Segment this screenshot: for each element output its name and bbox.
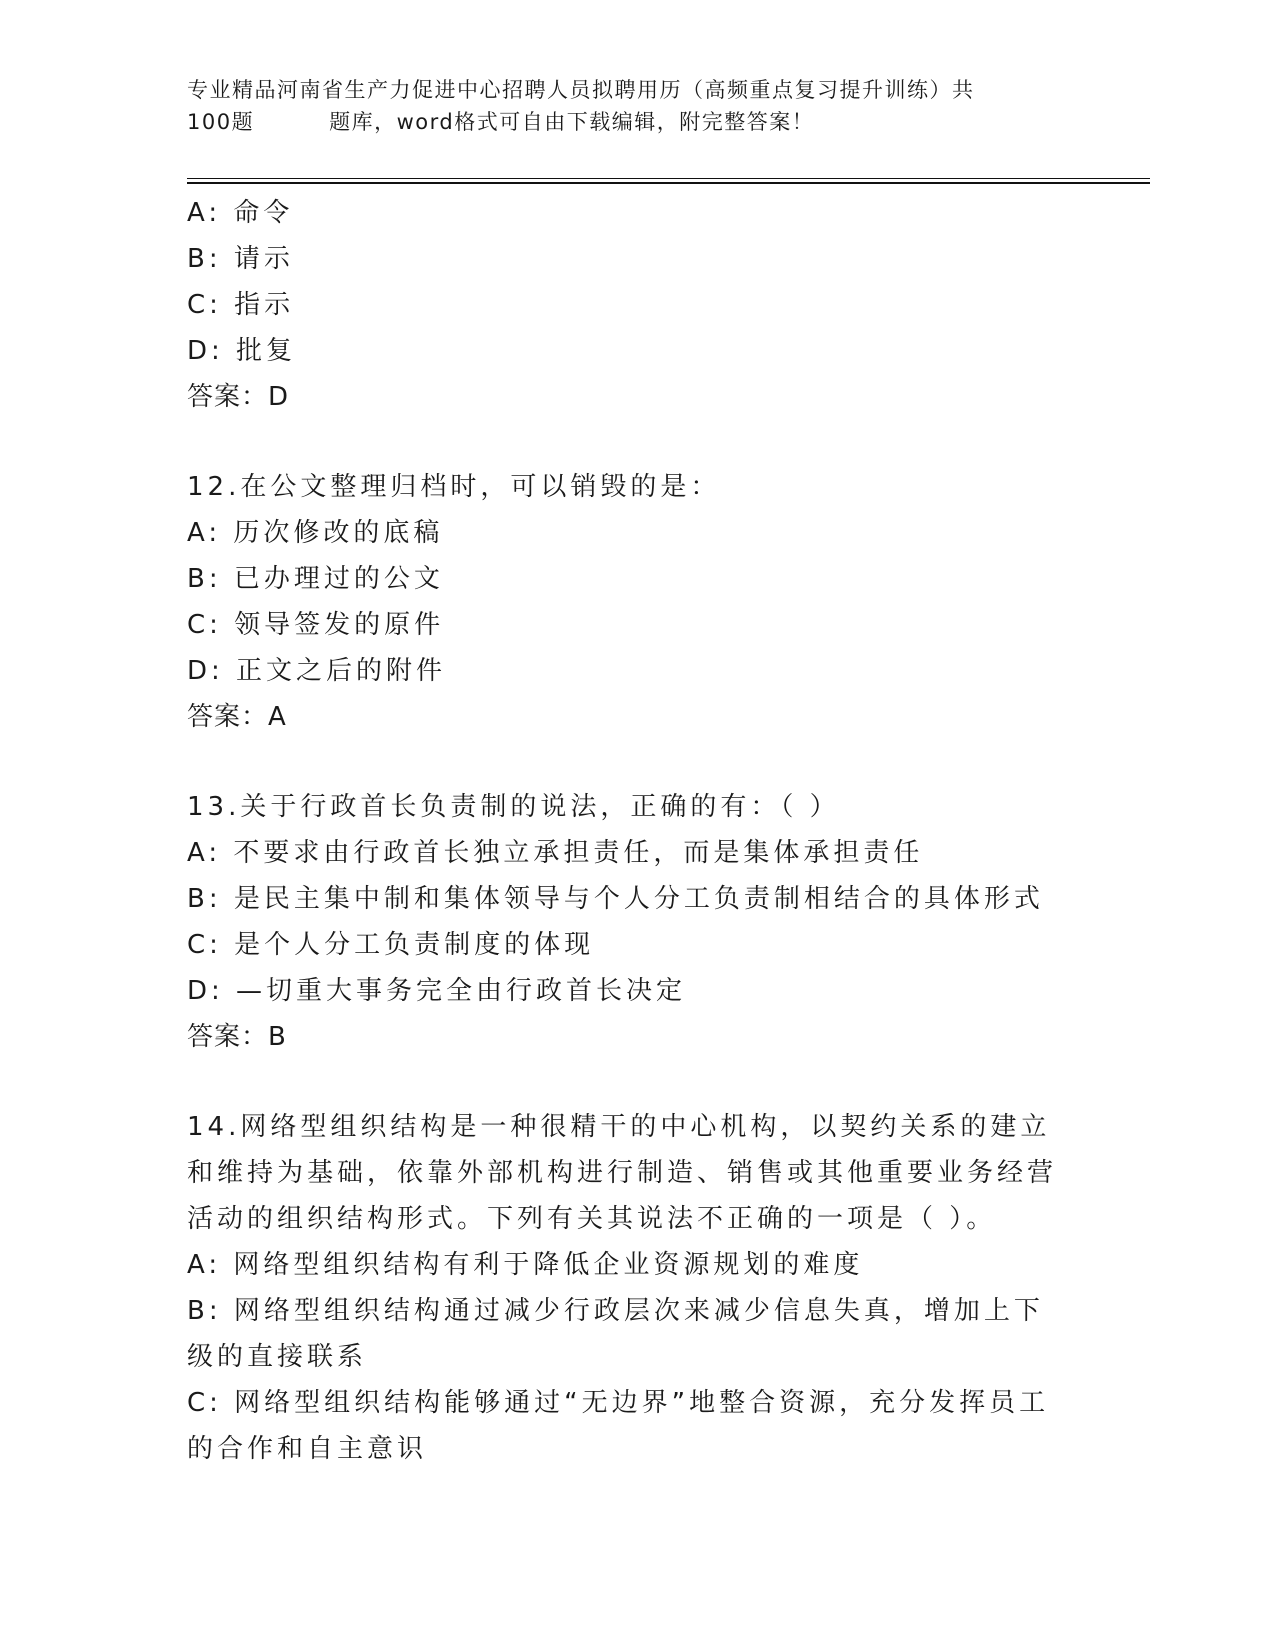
question-text: 14.网络型组织结构是一种很精干的中心机构，以契约关系的建立和维持为基础，依靠外部机构进行制造、销售或其他重要业务经营活动的组织结构形式。下列有关其说法不正确的一项是（ ）。	[187, 1112, 1058, 1234]
option-d: D: 批复	[187, 336, 297, 366]
option-a: A: 不要求由行政首长独立承担责任，而是集体承担责任	[187, 838, 924, 868]
option-b: B: 网络型组织结构通过减少行政层次来减少信息失真，增加上下级的直接联系	[187, 1296, 1044, 1372]
option-b: B: 是民主集中制和集体领导与个人分工负责制相结合的具体形式	[187, 884, 1044, 914]
header-divider-thick	[187, 182, 1150, 184]
option-d: D: 正文之后的附件	[187, 656, 447, 686]
option-a: A: 网络型组织结构有利于降低企业资源规划的难度	[187, 1250, 864, 1280]
question-14	[187, 1104, 1087, 1472]
header-divider-thin	[187, 178, 1150, 179]
question-list	[187, 190, 1087, 1472]
question-13	[187, 784, 1087, 1060]
answer: 答案：B	[187, 1022, 287, 1052]
option-d: D: —切重大事务完全由行政首长决定	[187, 976, 687, 1006]
header-title-line1: 专业精品河南省生产力促进中心招聘人员拟聘用历（高频重点复习提升训练）共	[187, 78, 975, 102]
header-question-count: 100题	[187, 110, 255, 134]
header-description: 题库，word格式可自由下载编辑，附完整答案！	[329, 110, 815, 134]
question-text: 13.关于行政首长负责制的说法，正确的有：（ ）	[187, 792, 840, 822]
document-header	[187, 74, 1087, 138]
answer: 答案：A	[187, 702, 287, 732]
option-c: C: 网络型组织结构能够通过“无边界”地整合资源，充分发挥员工的合作和自主意识	[187, 1388, 1050, 1464]
question-text: 12.在公文整理归档时，可以销毁的是：	[187, 472, 721, 502]
option-b: B: 请示	[187, 244, 294, 274]
option-c: C: 是个人分工负责制度的体现	[187, 930, 595, 960]
option-a: A: 命令	[187, 198, 294, 228]
option-a: A: 历次修改的底稿	[187, 518, 444, 548]
question-12	[187, 464, 1087, 740]
option-c: C: 指示	[187, 290, 295, 320]
answer: 答案：D	[187, 382, 290, 412]
option-c: C: 领导签发的原件	[187, 610, 445, 640]
question-11	[187, 190, 1087, 420]
option-b: B: 已办理过的公文	[187, 564, 444, 594]
